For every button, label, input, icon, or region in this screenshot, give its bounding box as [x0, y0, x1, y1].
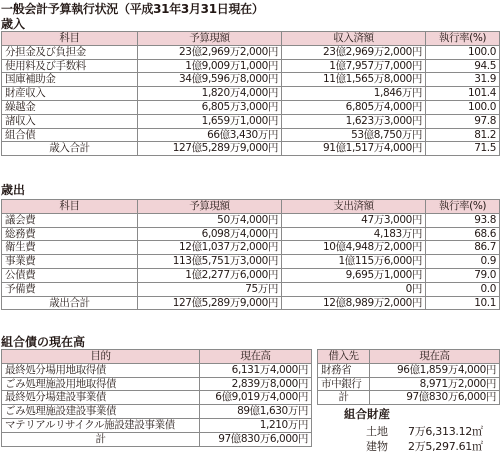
column-header-lender: 借入先	[318, 350, 370, 364]
bonds-lender-table	[317, 349, 500, 405]
rate-cell: 86.7	[426, 241, 500, 255]
item-cell: 総務費	[2, 227, 138, 241]
asset-value: 7万6,313.12㎡	[408, 425, 483, 438]
budget-cell: 127億5,289万9,000円	[138, 296, 282, 310]
item-cell: 分担金及び負担金	[2, 45, 138, 59]
actual-cell: 9,695万1,000円	[282, 268, 426, 282]
budget-cell: 23億2,969万2,000円	[138, 45, 282, 59]
actual-cell: 12億8,989万2,000円	[282, 296, 426, 310]
assets-heading: 組合財産	[344, 407, 390, 421]
table-row	[2, 405, 312, 419]
rate-cell: 94.5	[426, 59, 500, 73]
table-row	[2, 241, 500, 255]
rate-cell: 0.9	[426, 255, 500, 269]
table-row	[318, 377, 500, 391]
item-cell: 公債費	[2, 268, 138, 282]
table-header-row	[318, 350, 500, 364]
item-cell: 国庫補助金	[2, 73, 138, 87]
budget-cell: 1,659万1,000円	[138, 114, 282, 128]
actual-cell: 6,805万4,000円	[282, 100, 426, 114]
item-cell: 事業費	[2, 255, 138, 269]
actual-cell: 53億8,750万円	[282, 128, 426, 142]
item-cell: 衛生費	[2, 241, 138, 255]
page-title: 一般会計予算執行状況（平成31年3月31日現在）	[1, 2, 264, 16]
table-row	[2, 377, 312, 391]
purpose-cell: ごみ処理施設建設事業債	[2, 405, 200, 419]
column-header-budget: 予算現額	[138, 200, 282, 214]
column-header-actual: 支出済額	[282, 200, 426, 214]
asset-row	[344, 439, 483, 454]
table-row	[2, 59, 500, 73]
bonds-purpose-table	[1, 349, 312, 447]
table-row	[2, 45, 500, 59]
bonds-heading: 組合債の現在高	[1, 335, 86, 349]
column-header-amount: 現在高	[200, 350, 312, 364]
rate-cell: 100.0	[426, 45, 500, 59]
rate-cell: 93.8	[426, 213, 500, 227]
rate-cell: 101.4	[426, 87, 500, 101]
rate-cell: 71.5	[426, 142, 500, 156]
table-row	[2, 418, 312, 432]
total-row	[2, 296, 500, 310]
table-row	[2, 268, 500, 282]
asset-label: 土地	[366, 425, 388, 438]
rate-cell: 79.0	[426, 268, 500, 282]
actual-cell: 1,846万円	[282, 87, 426, 101]
table-header-row	[2, 350, 312, 364]
table-header-row	[2, 32, 500, 46]
budget-cell: 12億1,037万2,000円	[138, 241, 282, 255]
column-header-rate: 執行率(%)	[426, 32, 500, 46]
expenditure-heading: 歳出	[1, 183, 26, 197]
table-row	[2, 114, 500, 128]
assets-block	[344, 406, 483, 454]
budget-cell: 6,805万3,000円	[138, 100, 282, 114]
purpose-cell: 最終処分場用地取得債	[2, 363, 200, 377]
total-row	[2, 432, 312, 446]
actual-cell: 4,183万円	[282, 227, 426, 241]
item-cell: 議会費	[2, 213, 138, 227]
table-row	[2, 213, 500, 227]
column-header-rate: 執行率(%)	[426, 200, 500, 214]
amount-cell: 89億1,630万円	[200, 405, 312, 419]
purpose-cell: 最終処分場建設事業債	[2, 391, 200, 405]
table-header-row	[2, 200, 500, 214]
purpose-cell: ごみ処理施設用地取得債	[2, 377, 200, 391]
actual-cell: 1,623万3,000円	[282, 114, 426, 128]
column-header-actual: 収入済額	[282, 32, 426, 46]
table-row	[2, 73, 500, 87]
budget-cell: 1,820万4,000円	[138, 87, 282, 101]
lender-cell: 市中銀行	[318, 377, 370, 391]
amount-cell: 6億9,019万4,000円	[200, 391, 312, 405]
budget-cell: 50万4,000円	[138, 213, 282, 227]
rate-cell: 97.8	[426, 114, 500, 128]
column-header-budget: 予算現額	[138, 32, 282, 46]
total-label: 歳入合計	[2, 142, 138, 156]
table-row	[2, 363, 312, 377]
actual-cell: 1億115万6,000円	[282, 255, 426, 269]
budget-cell: 66億3,430万円	[138, 128, 282, 142]
total-row	[2, 142, 500, 156]
budget-cell: 75万円	[138, 282, 282, 296]
amount-cell: 97億830万6,000円	[370, 391, 500, 405]
amount-cell: 2,839万8,000円	[200, 377, 312, 391]
asset-row	[344, 424, 483, 439]
total-row	[318, 391, 500, 405]
table-row	[2, 282, 500, 296]
actual-cell: 91億1,517万4,000円	[282, 142, 426, 156]
budget-cell: 127億5,289万9,000円	[138, 142, 282, 156]
table-row	[2, 255, 500, 269]
total-label: 計	[318, 391, 370, 405]
column-header-purpose: 目的	[2, 350, 200, 364]
column-header-item: 科目	[2, 32, 138, 46]
table-row	[2, 100, 500, 114]
budget-cell: 34億9,596万8,000円	[138, 73, 282, 87]
actual-cell: 10億4,948万2,000円	[282, 241, 426, 255]
budget-cell: 113億5,751万3,000円	[138, 255, 282, 269]
item-cell: 諸収入	[2, 114, 138, 128]
actual-cell: 11億1,565万8,000円	[282, 73, 426, 87]
rate-cell: 31.9	[426, 73, 500, 87]
rate-cell: 68.6	[426, 227, 500, 241]
column-header-amount: 現在高	[370, 350, 500, 364]
actual-cell: 23億2,969万2,000円	[282, 45, 426, 59]
actual-cell: 1億7,957万7,000円	[282, 59, 426, 73]
lender-cell: 財務省	[318, 363, 370, 377]
item-cell: 繰越金	[2, 100, 138, 114]
rate-cell: 10.1	[426, 296, 500, 310]
amount-cell: 6,131万4,000円	[200, 363, 312, 377]
item-cell: 使用料及び手数料	[2, 59, 138, 73]
table-row	[2, 391, 312, 405]
table-row	[2, 128, 500, 142]
amount-cell: 8,971万2,000円	[370, 377, 500, 391]
expenditure-table	[1, 199, 500, 310]
table-row	[2, 227, 500, 241]
budget-cell: 6,098万4,000円	[138, 227, 282, 241]
amount-cell: 97億830万6,000円	[200, 432, 312, 446]
rate-cell: 100.0	[426, 100, 500, 114]
budget-cell: 1億9,009万1,000円	[138, 59, 282, 73]
rate-cell: 0.0	[426, 282, 500, 296]
actual-cell: 47万3,000円	[282, 213, 426, 227]
asset-label: 建物	[366, 440, 388, 453]
asset-value: 2万5,297.61㎡	[408, 440, 483, 453]
purpose-cell: マテリアルリサイクル施設建設事業債	[2, 418, 200, 432]
amount-cell: 96億1,859万4,000円	[370, 363, 500, 377]
actual-cell: 0円	[282, 282, 426, 296]
amount-cell: 1,210万円	[200, 418, 312, 432]
revenue-table	[1, 31, 500, 156]
table-row	[2, 87, 500, 101]
item-cell: 財産収入	[2, 87, 138, 101]
item-cell: 予備費	[2, 282, 138, 296]
budget-cell: 1億2,277万6,000円	[138, 268, 282, 282]
table-row	[318, 363, 500, 377]
total-label: 歳出合計	[2, 296, 138, 310]
item-cell: 組合債	[2, 128, 138, 142]
total-label: 計	[2, 432, 200, 446]
column-header-item: 科目	[2, 200, 138, 214]
revenue-heading: 歳入	[1, 17, 26, 31]
rate-cell: 81.2	[426, 128, 500, 142]
